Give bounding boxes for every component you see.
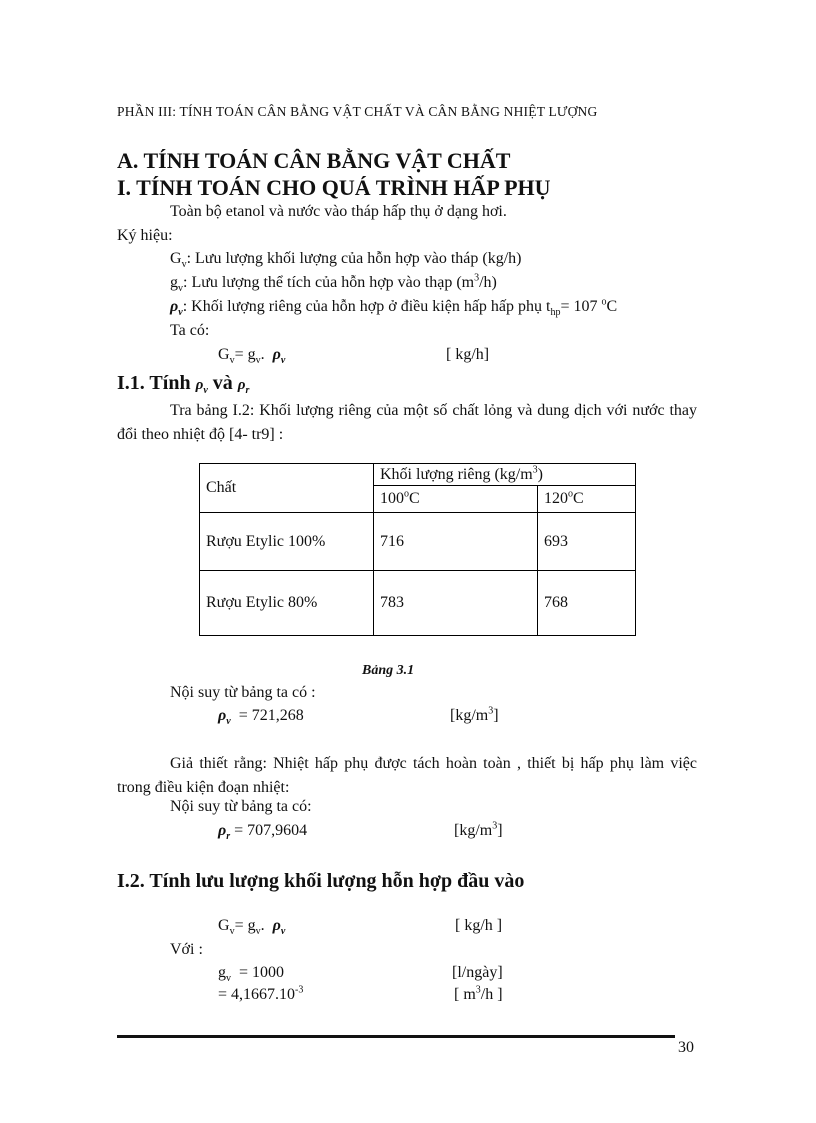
symbol-gv-line: $g_v$: Lưu lượng thể tích của hỗn hợp vào thạp $(m^3/h)$ (170, 272, 497, 295)
row-value-100: 716 (374, 513, 538, 571)
equation-1: $G_v= g_v$. $\rho_v$ (218, 346, 286, 367)
noi-suy-1: Nội suy từ bảng ta có : (170, 684, 316, 701)
row-value-100: 783 (374, 571, 538, 636)
rho-r-result: $\rho_r = 707,9604$ (218, 822, 308, 843)
header-temp-120: 120$^o$C (538, 486, 636, 513)
table-row (200, 513, 636, 571)
rho-v-result: $\rho_v = 721,268$ (218, 707, 304, 728)
row-name: Rượu Etylic 80% (200, 571, 374, 636)
table-row (200, 571, 636, 636)
section-heading-i1: I.1. Tính $\rho_v$ và $\rho_r$ (117, 372, 250, 396)
symbol-Gv-desc: : Lưu lượng khối lượng của hỗn hợp vào tháp (kg/h) (186, 250, 522, 267)
header-chat: Chất (200, 464, 374, 513)
rho-r-unit: $[kg/m^3]$ (454, 820, 503, 839)
symbol-Gv-line: $G_v$: Lưu lượng khối lượng của hỗn hợp vào tháp (kg/h) (170, 250, 522, 271)
equation-2: $G_v= g_v$. $\rho_v$ (218, 917, 286, 938)
table-caption: Bảng 3.1 (362, 663, 415, 678)
symbol-gv-desc: : Lưu lượng thể tích của hỗn hợp vào thạp (m (183, 274, 475, 291)
header-density: Khối lượng riêng $(kg/m^3)$ (374, 464, 636, 486)
section-title-a: A. TÍNH TOÁN CÂN BẰNG VẬT CHẤT (117, 148, 511, 173)
assumption-paragraph: Giả thiết rằng: Nhiệt hấp phụ được tách hoàn toàn , thiết bị hấp phụ làm việc trong điều kiện đoạn nhiệt: (117, 755, 697, 796)
symbol-rho-desc: : Khối lượng riêng của hỗn hợp ở điều kiện hấp hấp phụ t (182, 298, 551, 315)
symbols-label: Ký hiệu: (117, 227, 173, 244)
running-header: PHẦN III: TÍNH TOÁN CÂN BẰNG VẬT CHẤT VÀ CÂN BẰNG NHIỆT LƯỢNG (117, 104, 598, 119)
gv-conversion: = $4,1667.10^{-3}$ (218, 984, 304, 1003)
gv-value: $g_v = 1000$ (218, 964, 285, 985)
header-temp-100: 100$^o$C (374, 486, 538, 513)
row-name: Rượu Etylic 100% (200, 513, 374, 571)
intro-text: Toàn bộ etanol và nước vào tháp hấp thụ ở dạng hơi. (170, 203, 507, 220)
density-table (199, 463, 636, 636)
ta-co-label: Ta có: (170, 322, 210, 339)
equation-1-unit: [ kg/h] (446, 346, 490, 363)
equation-2-unit: [ kg/h ] (455, 917, 503, 934)
section-heading-i2: I.2. Tính lưu lượng khối lượng hỗn hợp đầu vào (117, 870, 525, 892)
row-value-120: 768 (538, 571, 636, 636)
row-value-120: 693 (538, 513, 636, 571)
rho-v-unit: $[kg/m^3]$ (450, 705, 499, 724)
symbol-rho-line: $\rho_v$: Khối lượng riêng của hỗn hợp ở điều kiện hấp hấp phụ $t_{hp}= 107$ $^o$C (170, 296, 618, 319)
tra-bang-paragraph: Tra bảng I.2: Khối lượng riêng của một số chất lỏng và dung dịch với nước thay đổi theo nhiệt độ [4- tr9] : (117, 402, 697, 443)
section-title-i: I. TÍNH TOÁN CHO QUÁ TRÌNH HẤP PHỤ (117, 175, 551, 200)
voi-label: Với : (170, 941, 203, 958)
gv-conversion-unit: [ $m^3/h$ ] (454, 984, 503, 1003)
gv-unit: [l/ngày] (452, 964, 503, 981)
page-number: 30 (678, 1039, 694, 1056)
noi-suy-2: Nội suy từ bảng ta có: (170, 798, 312, 815)
footer-rule (117, 1035, 675, 1038)
